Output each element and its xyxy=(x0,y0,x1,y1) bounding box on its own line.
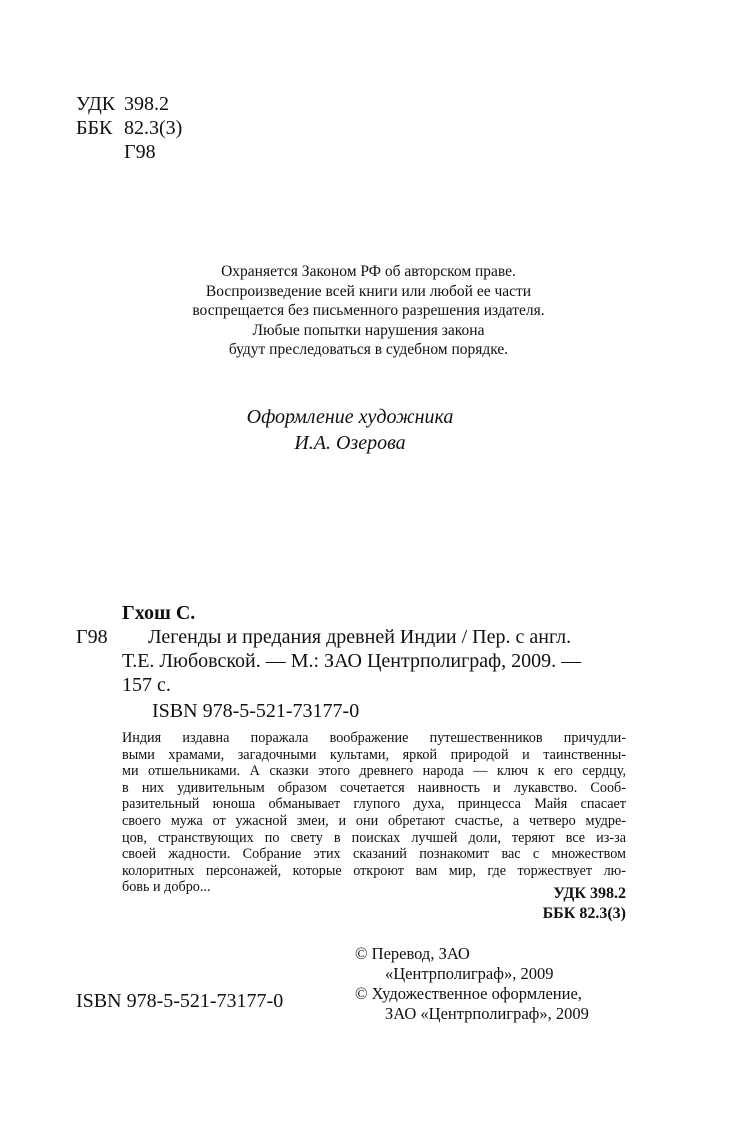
annotation-line: в них удивительным образом сочетается наивность и лукавство. Сооб- xyxy=(122,779,626,796)
design-credit-name: И.А. Озерова xyxy=(294,432,406,454)
copyright-line: © Художественное оформление, xyxy=(355,984,582,1003)
catalog-isbn: ISBN 978-5-521-73177-0 xyxy=(152,700,360,722)
catalog-line: 157 с. xyxy=(122,674,171,696)
bottom-classification-codes xyxy=(460,884,626,924)
annotation-line: своего мужа от ужасной змеи, и они обретают счастье, а четверо мудре- xyxy=(122,812,626,829)
catalog-index: Г98 xyxy=(76,626,108,648)
isbn-bottom: ISBN 978-5-521-73177-0 xyxy=(76,990,284,1012)
annotation-line: разительный юноша обманывает глупого духа, принцесса Майя спасает xyxy=(122,796,626,813)
catalog-line: Легенды и предания древней Индии / Пер. с англ. xyxy=(148,626,572,648)
copyright-line: © Перевод, ЗАО xyxy=(355,944,470,963)
author-mark: Г98 xyxy=(124,141,156,163)
bottom-udk: УДК 398.2 xyxy=(553,885,626,902)
notice-line: воспрещается без письменного разрешения издателя. xyxy=(192,302,545,319)
udk-row xyxy=(76,92,182,116)
notice-line: Охраняется Законом РФ об авторском праве. xyxy=(221,263,516,280)
annotation xyxy=(122,730,626,896)
copyright-notice xyxy=(0,262,737,360)
classification-codes xyxy=(76,92,182,164)
annotation-line: своей жадности. Собрание этих сказаний познакомит вас с множеством xyxy=(122,846,626,863)
bbk-value: 82.3(3) xyxy=(124,117,183,139)
bottom-bbk: ББК 82.3(3) xyxy=(542,905,626,922)
notice-line: Воспроизведение всей книги или любой ее части xyxy=(205,282,532,300)
author-mark-row xyxy=(76,140,182,164)
annotation-line: Индия издавна поражала воображение путешественников причудли- xyxy=(122,730,626,746)
copyright-line: ЗАО «Центрполиграф», 2009 xyxy=(385,1004,589,1023)
annotation-line: колоритных персонажей, которые откроют вам мир, где торжествует лю- xyxy=(122,862,626,879)
annotation-line: выми храмами, загадочными культами, яркой природой и таинственны- xyxy=(122,746,626,763)
bbk-label: ББК xyxy=(76,117,113,139)
copyright-block xyxy=(355,944,589,1024)
annotation-line: цов, странствующих по свету в поисках лучшей доли, теряют все из-за xyxy=(122,829,626,846)
design-credit-title: Оформление художника xyxy=(246,406,454,428)
catalog-author: Гхош С. xyxy=(122,602,196,624)
annotation-line: бовь и добро... xyxy=(122,879,211,896)
bbk-row xyxy=(76,116,182,140)
annotation-line: ми отшельниками. А сказки этого древнего народа — ключ к его сердцу, xyxy=(122,763,626,780)
notice-line: будут преследоваться в судебном порядке. xyxy=(228,341,509,358)
udk-value: 398.2 xyxy=(124,93,169,115)
copyright-line: «Центрполиграф», 2009 xyxy=(385,964,554,983)
udk-label: УДК xyxy=(76,93,116,115)
catalog-line: Т.Е. Любовской. — М.: ЗАО Центрполиграф, 2009. — xyxy=(122,650,582,672)
design-credit xyxy=(0,404,700,456)
notice-line: Любые попытки нарушения закона xyxy=(252,321,485,339)
